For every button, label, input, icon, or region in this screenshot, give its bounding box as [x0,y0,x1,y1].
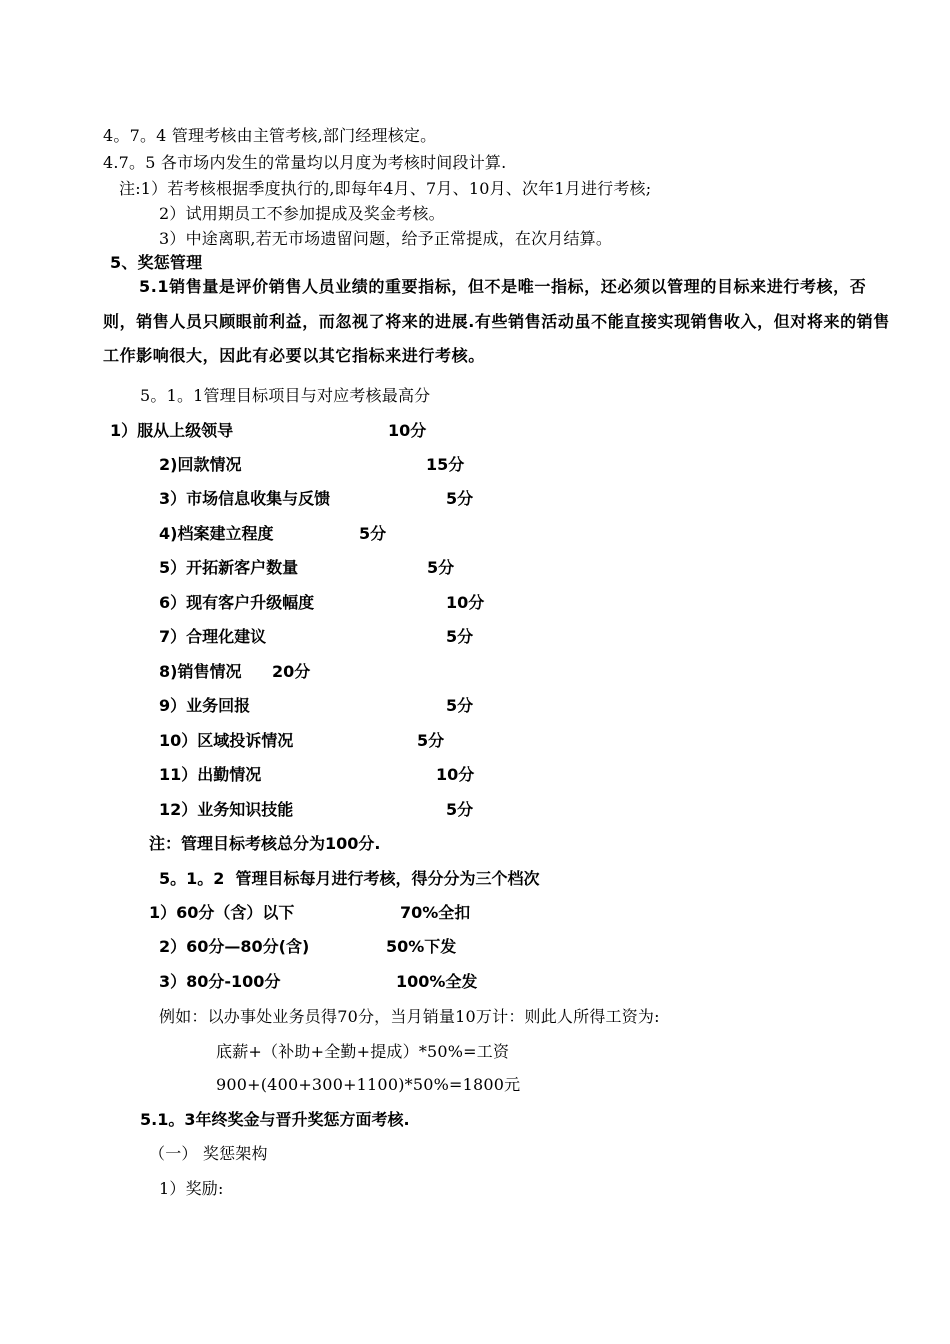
item-score: 5分 [446,627,474,646]
item-score: 20分 [272,662,311,681]
note-1: 注:1）若考核根据季度执行的,即每年4月、7月、10月、次年1月进行考核; [119,179,652,198]
reward-structure-heading: （一） 奖惩架构 [149,1144,268,1163]
item-score: 5分 [446,696,474,715]
example-calculation: 900+(400+300+1100)*50%=1800元 [216,1075,521,1094]
subsection-5-1-1: 5。1。1管理目标项目与对应考核最高分 [140,386,431,405]
example-intro: 例如：以办事处业务员得70分，当月销量10万计：则此人所得工资为: [159,1007,660,1026]
item-label: 8)销售情况 [159,662,242,681]
item-score: 5分 [446,800,474,819]
subsection-5-1-3: 5.1。3年终奖金与晋升奖惩方面考核. [140,1110,410,1129]
clause-4-7-4: 4。7。4 管理考核由主管考核,部门经理核定。 [103,126,437,145]
tier-value: 50%下发 [386,937,457,956]
tier-label: 3）80分-100分 [159,972,281,991]
subsection-5-1-2: 5。1。2 管理目标每月进行考核，得分分为三个档次 [159,869,540,888]
tier-value: 100%全发 [396,972,478,991]
paragraph-5-1: 5.1销售量是评价销售人员业绩的重要指标，但不是唯一指标，还必须以管理的目标来进行考核，否则，销售人员只顾眼前利益，而忽视了将来的进展.有些销售活动虽不能直接实现销售收入，但对将来的销售工作影响很大，因此有必要以其它指标来进行考核。 [103,277,890,365]
note-2: 2）试用期员工不参加提成及奖金考核。 [159,204,445,223]
item-label: 10）区域投诉情况 [159,731,294,750]
item-label: 3）市场信息收集与反馈 [159,489,331,508]
item-label: 9）业务回报 [159,696,251,715]
reward-item-heading: 1）奖励: [159,1179,224,1198]
tier-label: 1）60分（含）以下 [149,903,295,922]
item-score: 10分 [446,593,485,612]
item-score: 5分 [427,558,455,577]
item-score: 5分 [359,524,387,543]
total-score-note: 注：管理目标考核总分为100分. [149,834,381,853]
section-5-heading: 5、奖惩管理 [110,253,203,272]
item-label: 6）现有客户升级幅度 [159,593,315,612]
item-label: 12）业务知识技能 [159,800,294,819]
note-3: 3）中途离职,若无市场遗留问题，给予正常提成，在次月结算。 [159,229,613,248]
item-label: 11）出勤情况 [159,765,262,784]
item-label: 4)档案建立程度 [159,524,274,543]
item-score: 5分 [417,731,445,750]
clause-4-7-5: 4.7。5 各市场内发生的常量均以月度为考核时间段计算. [103,153,507,172]
item-label: 7）合理化建议 [159,627,267,646]
example-formula: 底薪+（补助+全勤+提成）*50%=工资 [216,1042,510,1061]
tier-value: 70%全扣 [400,903,471,922]
item-label: 5）开拓新客户数量 [159,558,299,577]
item-score: 15分 [426,455,465,474]
item-label: 1）服从上级领导 [110,421,234,440]
item-score: 5分 [446,489,474,508]
tier-label: 2）60分—80分(含) [159,937,310,956]
item-label: 2)回款情况 [159,455,242,474]
item-score: 10分 [436,765,475,784]
item-score: 10分 [388,421,427,440]
